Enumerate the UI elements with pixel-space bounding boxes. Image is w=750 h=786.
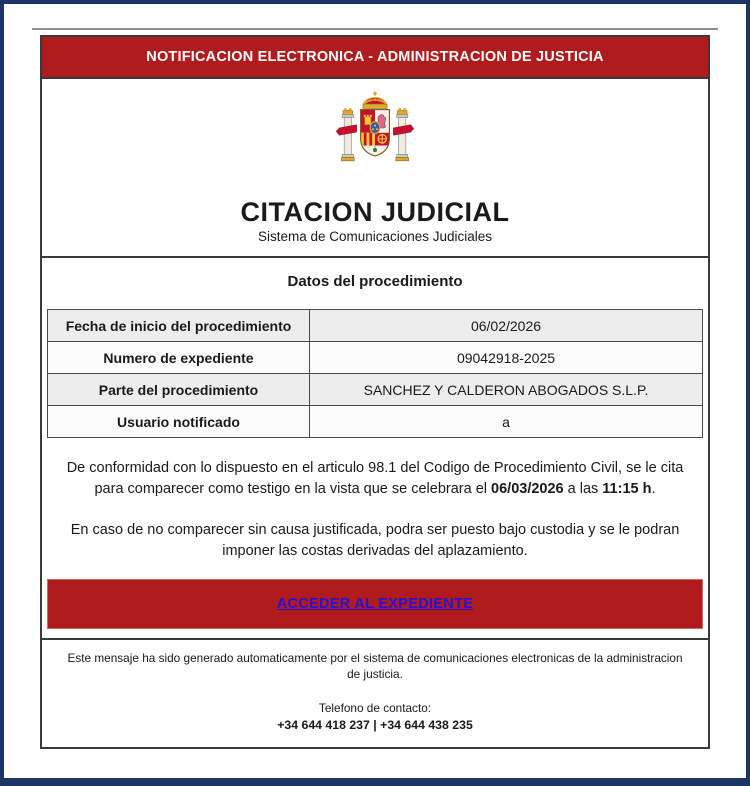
row-value: 09042918-2025	[310, 342, 703, 374]
auto-generated-notice: Este mensaje ha sido generado automaticamente por el sistema de comunicaciones electronicas de la administracion de justicia.	[67, 651, 683, 681]
row-value: SANCHEZ Y CALDERON ABOGADOS S.L.P.	[310, 374, 703, 406]
shield	[361, 110, 390, 157]
royal-crown	[363, 92, 387, 109]
row-label: Parte del procedimiento	[48, 374, 310, 406]
notification-document	[40, 35, 710, 749]
footer-section	[42, 638, 708, 747]
table-row	[48, 406, 703, 438]
row-label: Usuario notificado	[48, 406, 310, 438]
summons-text-mid: a las	[563, 481, 603, 497]
contact-label: Telefono de contacto:	[318, 701, 432, 715]
hearing-time: 11:15 h	[602, 481, 652, 497]
procedure-table	[47, 309, 703, 438]
hero-section	[42, 79, 708, 258]
row-value: 06/02/2026	[310, 310, 703, 342]
warning-paragraph: En caso de no comparecer sin causa justificada, podra ser puesto bajo custodia y se le podran imponer las costas derivadas del aplazamiento.	[70, 522, 680, 559]
left-pillar	[336, 108, 357, 161]
header-banner	[42, 37, 708, 79]
access-file-link[interactable]: ACCEDER AL EXPEDIENTE	[276, 596, 474, 612]
table-row	[48, 342, 703, 374]
document-subtitle: Sistema de Comunicaciones Judiciales	[257, 229, 493, 244]
top-divider	[32, 28, 718, 30]
summons-text-lead: De conformidad con lo dispuesto en el articulo 98.1 del Codigo de Procedimiento Civil, se le cita para comparecer como testigo en la vista que se celebrara el	[66, 460, 684, 497]
access-file-button[interactable]	[47, 579, 703, 629]
right-pillar	[393, 108, 414, 161]
document-title: CITACION JUDICIAL	[240, 197, 510, 227]
procedure-section-title: Datos del procedimiento	[287, 273, 463, 290]
summons-text-tail: .	[651, 481, 656, 497]
table-row	[48, 374, 703, 406]
header-title: NOTIFICACION ELECTRONICA - ADMINISTRACION DE JUSTICIA	[146, 49, 604, 65]
row-label: Fecha de inicio del procedimiento	[48, 310, 310, 342]
spain-coat-of-arms-icon	[335, 91, 415, 178]
row-label: Numero de expediente	[48, 342, 310, 374]
row-value: a	[310, 406, 703, 438]
contact-phone-numbers: +34 644 418 237 | +34 644 438 235	[277, 718, 473, 732]
hearing-date: 06/03/2026	[491, 481, 564, 497]
summons-paragraph	[64, 458, 686, 500]
table-row	[48, 310, 703, 342]
